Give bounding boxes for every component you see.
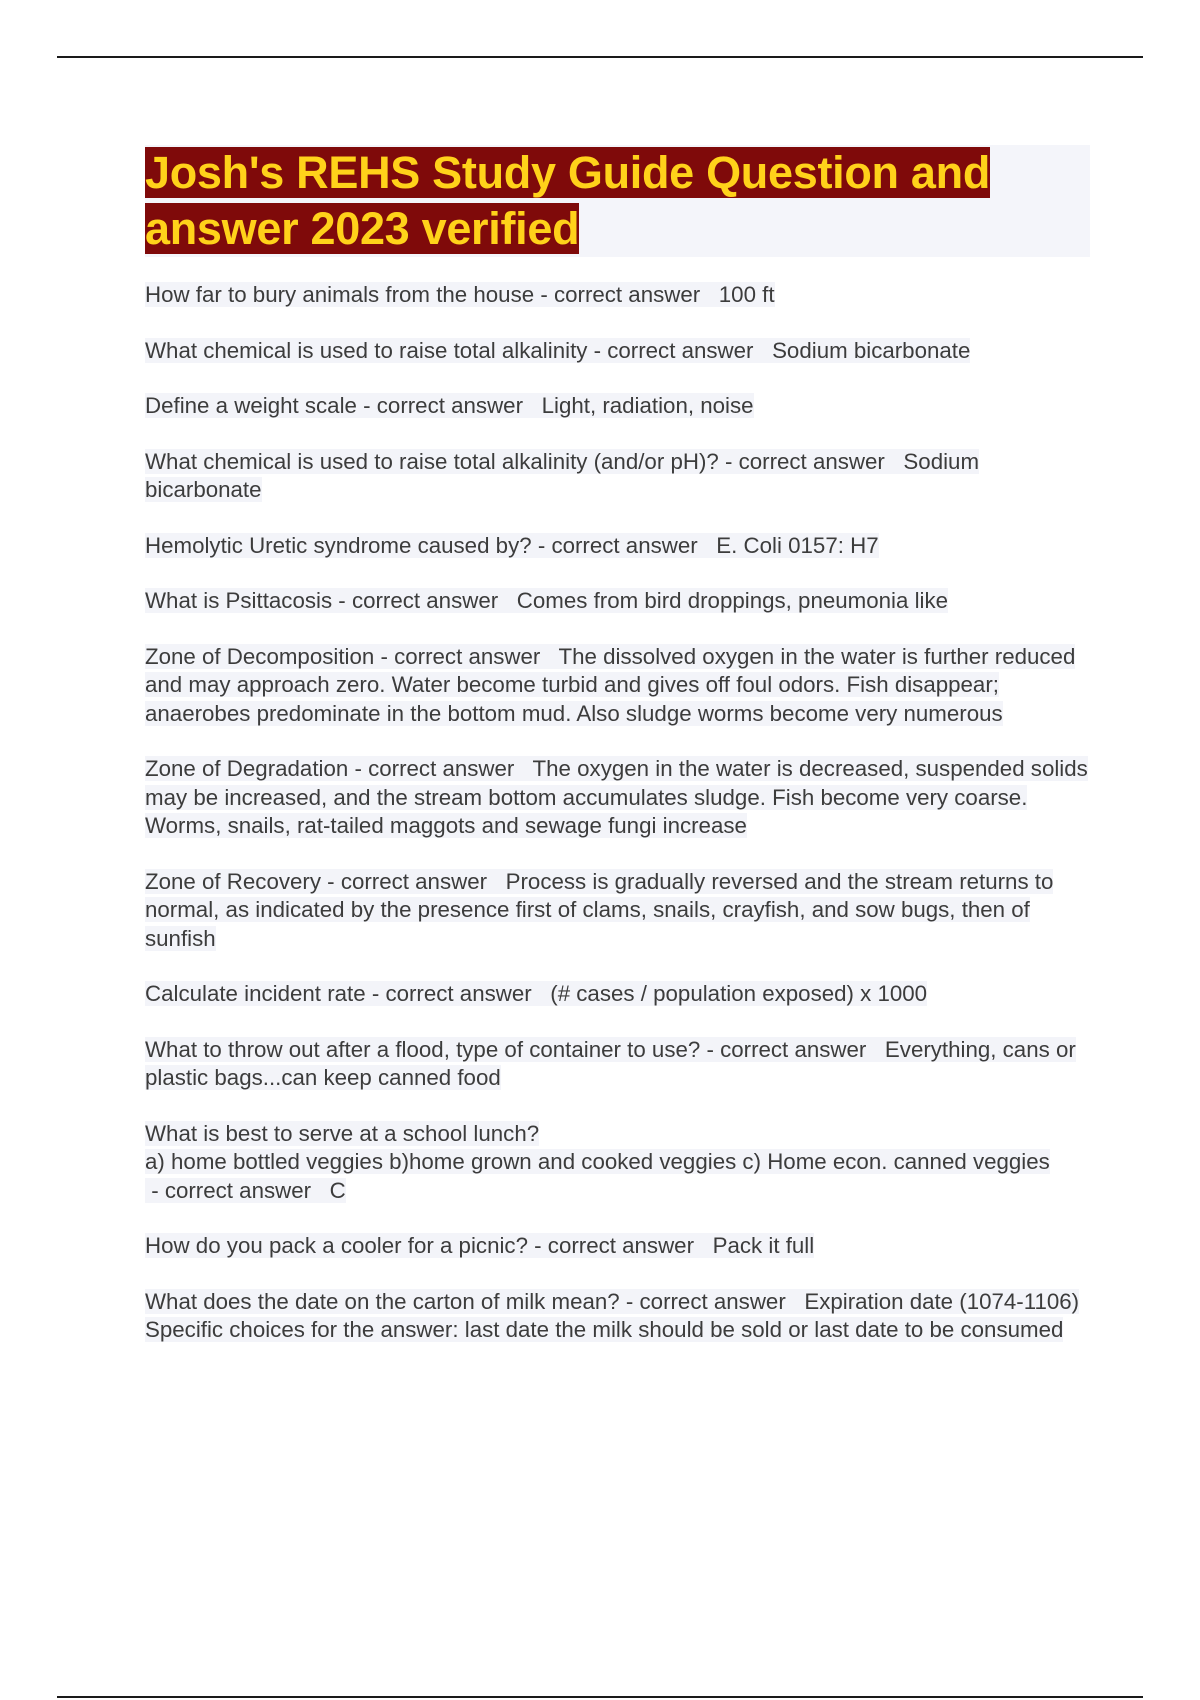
qa-answer-marker: correct answer [394,643,541,669]
qa-item: What chemical is used to raise total alkalinity - correct answer Sodium bicarbonate [145,337,971,363]
qa-question: What is Psittacosis [145,588,333,613]
qa-question: Define a weight scale [145,393,357,418]
qa-answer: Pack it full [712,1233,815,1258]
qa-question: Zone of Degradation [145,756,349,781]
document-title-text: Josh's REHS Study Guide Question and answer 2023 verified [145,147,991,254]
qa-answer: 100 ft [718,282,775,307]
qa-answer: Process is gradually reversed and the stream returns to normal, as indicated by the presence first of clams, snails, crayfish, and sow bugs, then of sunfish [145,868,1054,951]
title-block [145,145,1090,257]
qa-answer-marker: correct answer [551,532,698,558]
qa-list [145,281,1090,1372]
qa-question: Calculate incident rate [145,981,366,1006]
qa-question: How do you pack a cooler for a picnic? [145,1233,528,1258]
qa-question: What does the date on the carton of milk mean? [145,1288,620,1314]
qa-item: How far to bury animals from the house - correct answer 100 ft [145,282,775,307]
qa-answer: Sodium bicarbonate [772,337,971,363]
qa-answer-marker: correct answer [720,1036,867,1062]
qa-answer-marker: correct answer [738,448,885,474]
qa-answer: (# cases / population exposed) x 1000 [550,981,928,1006]
qa-question: Zone of Recovery [145,868,321,894]
qa-answer-marker: correct answer [607,337,754,363]
qa-item: What does the date on the carton of milk mean? - correct answer Expiration date (1074-1106) Specific choices for the answer: last date the milk should be sold or last date to be consumed [145,1288,1080,1342]
qa-item: Define a weight scale - correct answer Light, radiation, noise [145,393,754,418]
qa-item: What is Psittacosis - correct answer Comes from bird droppings, pneumonia like [145,588,949,613]
qa-answer: E. Coli 0157: H7 [716,532,879,558]
qa-question-options: a) home bottled veggies b)home grown and cooked veggies c) Home econ. canned veggies [145,1149,1050,1174]
qa-answer-marker: correct answer [639,1288,786,1314]
qa-item: Hemolytic Uretic syndrome caused by? - correct answer E. Coli 0157: H7 [145,532,879,558]
qa-question: What is best to serve at a school lunch? [145,1120,540,1146]
qa-item: Zone of Degradation - correct answer The oxygen in the water is decreased, suspended solids may be increased, and the stream bottom accumulates sludge. Fish become very coarse. Worms, snails, rat-tailed maggots and sewage fungi increase [145,756,1088,838]
qa-answer-marker: correct answer [385,981,532,1006]
qa-question: What chemical is used to raise total alkalinity (and/or pH)? [145,448,719,474]
footer-rule [57,1696,1143,1698]
qa-answer: Everything, cans or plastic bags...can keep canned food [145,1036,1076,1090]
qa-answer: C [329,1177,346,1203]
qa-question: Hemolytic Uretic syndrome caused by? [145,532,532,558]
qa-item: How do you pack a cooler for a picnic? - correct answer Pack it full [145,1233,815,1258]
qa-question: Zone of Decomposition [145,643,375,669]
qa-answer: Comes from bird droppings, pneumonia like [516,588,949,613]
document-title [145,145,1090,257]
qa-answer: Expiration date (1074-1106) Specific choices for the answer: last date the milk should be sold or last date to be consumed [145,1288,1080,1342]
qa-question: What to throw out after a flood, type of container to use? [145,1036,701,1062]
qa-answer-marker: correct answer [351,588,499,613]
qa-answer: Light, radiation, noise [541,393,754,418]
qa-answer-marker: correct answer [340,868,488,894]
qa-answer-marker: correct answer [553,282,701,307]
qa-item: What to throw out after a flood, type of container to use? - correct answer Everything, cans or plastic bags...can keep canned food [145,1036,1076,1090]
qa-answer-marker: correct answer [547,1233,695,1258]
qa-answer: Sodium bicarbonate [145,448,980,502]
qa-answer: The oxygen in the water is decreased, suspended solids may be increased, and the stream bottom accumulates sludge. Fish become very coarse. Worms, snails, rat-tailed maggots and sewage fungi increase [145,756,1088,838]
qa-item: Zone of Recovery - correct answer Process is gradually reversed and the stream returns to normal, as indicated by the presence first of clams, snails, crayfish, and sow bugs, then of sunfish [145,868,1054,951]
qa-answer: The dissolved oxygen in the water is further reduced and may approach zero. Water become turbid and gives off foul odors. Fish disappear; anaerobes predominate in the bottom mud. Also sludge worms become very numerous [145,643,1076,726]
qa-answer-marker: correct answer [376,393,523,418]
qa-item: What chemical is used to raise total alkalinity (and/or pH)? - correct answer Sodium bicarbonate [145,448,980,502]
qa-answer-marker: correct answer [164,1177,312,1203]
qa-question: How far to bury animals from the house [145,282,535,307]
qa-item: What is best to serve at a school lunch? a) home bottled veggies b)home grown and cooked veggies c) Home econ. canned veggies - correct answer C [145,1120,1050,1203]
qa-answer-marker: correct answer [368,756,515,781]
qa-item: Calculate incident rate - correct answer (# cases / population exposed) x 1000 [145,981,928,1006]
qa-question: What chemical is used to raise total alkalinity [145,337,588,363]
qa-item: Zone of Decomposition - correct answer The dissolved oxygen in the water is further reduced and may approach zero. Water become turbid and gives off foul odors. Fish disappear; anaerobes predominate in the bottom mud. Also sludge worms become very numerous [145,643,1076,726]
header-rule [57,56,1143,58]
